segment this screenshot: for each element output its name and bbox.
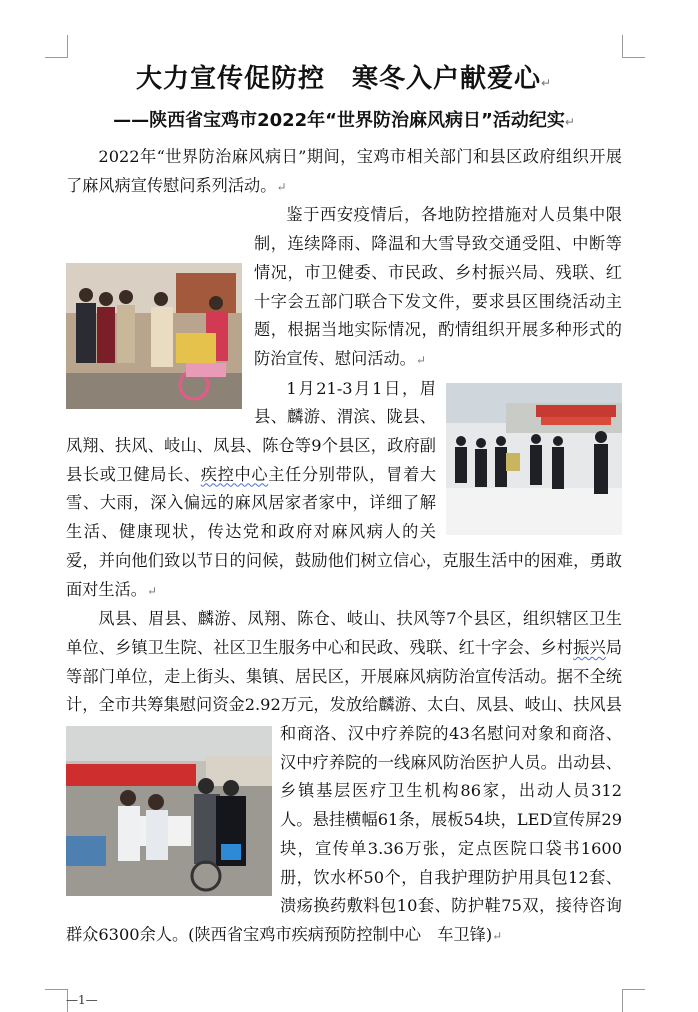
paragraph-mark-icon: ↵ [276,179,287,194]
paragraph-mark-icon: ↵ [540,76,553,90]
paragraph-2: 鉴于西安疫情后，各地防控措施对人员集中限制，连续降雨、降温和大雪导致交通受阻、中断等情况，市卫健委、市民政、乡村振兴局、残联、红十字会五部门联合下发文件，要求县区围绕活动主题，根据当地实际情况，酌情组织开展多种形式的防治宣传、慰问活动。↵ [254,205,622,368]
paragraph-4-part: 局等部门单位，走上街头、集镇、居民区，开展麻风病防治宣传活动。据不全统计，全市共筹集慰问资金2.92万元，发放给麟游、太白、凤县、岐山、扶风县和商洛、汉中疗养院的43名 [66,637,623,744]
photo-street-booth [66,726,272,896]
article-body [66,143,622,951]
paragraph-4-part: 慰问对象和商洛、汉中疗养院的一线麻风防治医护人员。出动县、乡镇基层医疗卫生机构86家，出动人员312人。悬挂横幅61条，展板54块，LED宣传屏29块，宣传单3.36万张，定点医院口袋书1600册，饮水杯50个，自我护理防护用具包12套、溃疡换药敷料包10套、防护鞋75双，接待咨询群众6300余人。(陕西省宝鸡市疾病预防控制中心 车卫锋) [66,724,623,944]
paragraph-mark-icon: ↵ [146,583,157,598]
page-number: —1— [66,993,98,1007]
margin-mark-top-left [45,35,68,58]
page-subtitle: ——陕西省宝鸡市2022年“世界防治麻风病日”活动纪实↵ [113,110,575,131]
photo-snow-street [446,383,622,535]
margin-mark-top-right [622,35,645,58]
paragraph-1: 2022年“世界防治麻风病日”期间，宝鸡市相关部门和县区政府组织开展了麻风病宣传慰问系列活动。↵ [66,147,622,195]
spellcheck-underline: 疾控中心 [200,464,269,484]
paragraph-mark-icon: ↵ [492,928,503,943]
paragraph-mark-icon: ↵ [415,352,426,367]
spellcheck-underline: 振兴 [573,637,606,657]
page-title: 大力宣传促防控 寒冬入户献爱心↵ [135,64,553,94]
paragraph-4: 凤县、眉县、麟游、凤翔、陈仓、岐山、扶风等7个县区，组织辖区卫生单位、乡镇卫生院、社区卫生服务中心和民政、残联、红十字会、乡村振兴局等部门单位，走上街头、集镇、居民区，开展麻风病防治宣传活动。据不全统计，全市共筹集慰问资金2.92万元，发放给麟游、太白、凤县、岐山、扶风县和商洛、汉中疗养院的43名 慰问对象和商洛、汉中疗养院的一线麻风防治医护人员。出动县、乡镇基层医疗卫生机构86家，出动人员312人。悬挂横幅61条，展板54块，LED宣传屏29块，宣传单3.36万张，定点医院口袋书1600册，饮水杯50个，自我护理防护用具包12套、溃疡换药敷料包10套、防护鞋75双，接待咨询群众6300余人。(陕西省宝鸡市疾病预防控制中心 车卫锋)↵ [66,609,623,944]
paragraph-3: 1月21-3月1日，眉县、麟游、渭滨、陇县、凤翔、扶风、岐山、凤县、陈仓等9个县区，政府副县长或卫健局长、疾控中心主任分别带队，冒着大雪、大雨，深入偏远的麻风居家者家中，详细了解生活、健康现状，传达党和政府对麻风病人的关爱，并向他们致以节日的问候，鼓励他们树立信心，克服生活中的困难，勇敢面对生活。↵ [66,378,622,599]
paragraph-mark-icon: ↵ [564,115,575,129]
photo-visit-home [66,263,242,409]
